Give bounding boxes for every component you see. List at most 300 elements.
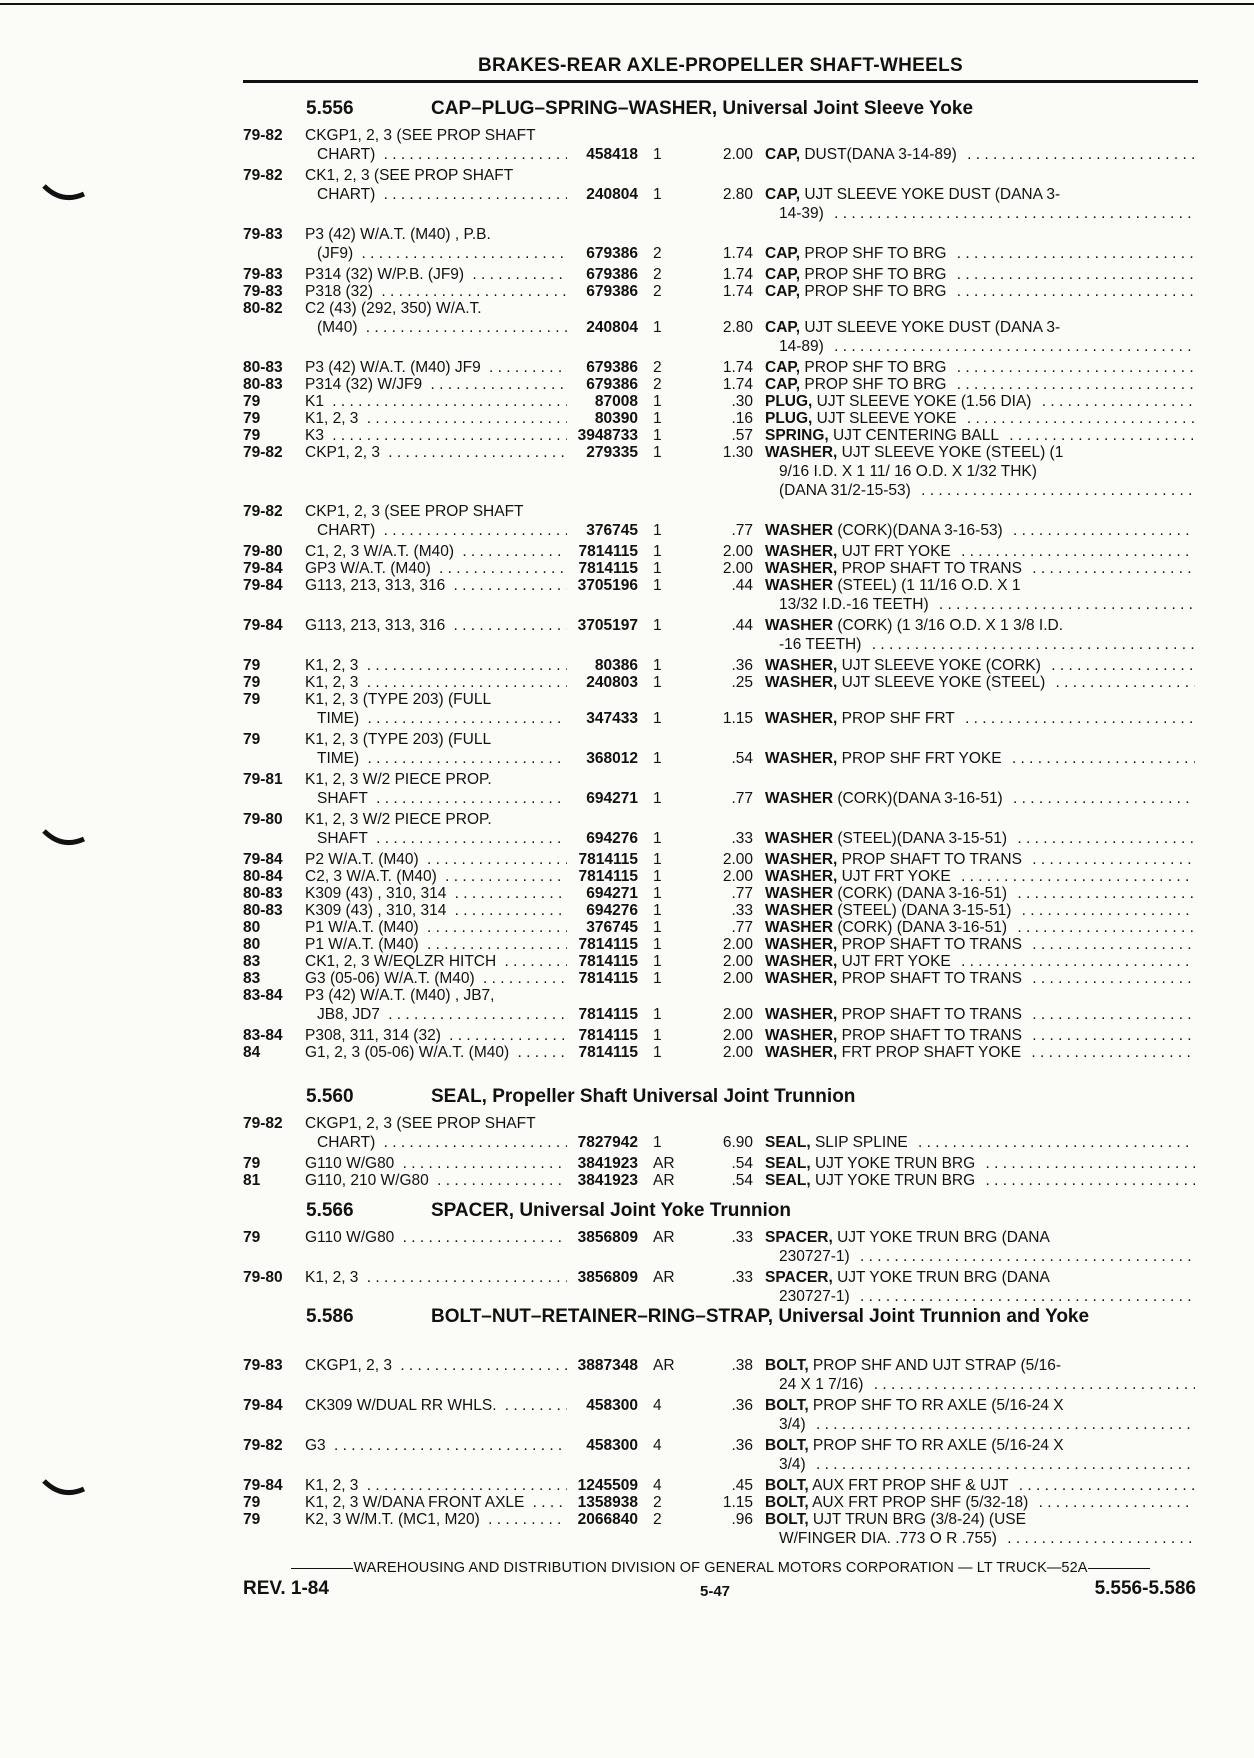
model-applicability — [305, 770, 567, 808]
model-line: K1, 2, 3 (TYPE 203) (FULL — [305, 731, 492, 748]
part-description — [765, 1133, 1195, 1152]
quantity: 2 — [653, 1494, 662, 1511]
part-description — [765, 1436, 1195, 1474]
part-description — [765, 1268, 1195, 1306]
quantity: 1 — [653, 953, 662, 970]
part-name: WASHER, — [765, 1006, 838, 1023]
model-line: (JF9) . . . — [305, 244, 567, 263]
description-line: CAP, UJT SLEEVE YOKE DUST (DANA 3- — [765, 319, 1061, 336]
model-year: 79-83 — [243, 226, 283, 243]
model-line: CKP1, 2, 3 (SEE PROP SHAFT — [305, 503, 524, 520]
description-line: WASHER, PROP SHAFT TO TRANS . . . — [765, 1026, 1195, 1045]
price: .33 — [731, 1229, 753, 1246]
part-name: BOLT, — [765, 1511, 809, 1528]
model-line: K1, 2, 3 W/DANA FRONT AXLE . . . — [305, 1493, 567, 1512]
price: .25 — [731, 674, 753, 691]
description-line: CAP, PROP SHF TO BRG . . . — [765, 244, 1195, 263]
model-line: P2 W/A.T. (M40) . . . — [305, 850, 567, 869]
quantity: 1 — [653, 750, 662, 767]
part-description — [765, 1396, 1195, 1434]
model-year: 83-84 — [243, 1027, 283, 1044]
part-description — [765, 616, 1195, 654]
description-line: BOLT, PROP SHF TO RR AXLE (5/16-24 X — [765, 1437, 1064, 1454]
model-line: CKGP1, 2, 3 (SEE PROP SHAFT — [305, 127, 536, 144]
model-line: G1, 2, 3 (05-06) W/A.T. (M40) . . . — [305, 1043, 567, 1062]
model-applicability — [305, 810, 567, 848]
model-year: 79-82 — [243, 1437, 283, 1454]
footer-division-text: WAREHOUSING AND DISTRIBUTION DIVISION OF GENERAL MOTORS CORPORATION — LT TRUCK—52A — [353, 1560, 1088, 1576]
part-number: 679386 — [586, 245, 638, 262]
price: 2.00 — [722, 560, 753, 577]
quantity: 2 — [653, 245, 662, 262]
price: 2.00 — [722, 1044, 753, 1061]
price: .54 — [731, 1155, 753, 1172]
quantity: 1 — [653, 851, 662, 868]
description-line: 14-89) . . . — [765, 337, 1195, 356]
quantity: 1 — [653, 1027, 662, 1044]
part-name: PLUG, — [765, 410, 813, 427]
price: .77 — [731, 919, 753, 936]
quantity: 1 — [653, 319, 662, 336]
model-year: 79 — [243, 1229, 261, 1246]
model-line: P1 W/A.T. (M40) . . . — [305, 935, 567, 954]
price: 1.15 — [722, 1494, 753, 1511]
description-line: 14-39) . . . — [765, 204, 1195, 223]
model-applicability — [305, 1510, 567, 1529]
model-line: G3 (05-06) W/A.T. (M40) . . . — [305, 969, 567, 988]
description-line: PLUG, UJT SLEEVE YOKE (1.56 DIA) . . . — [765, 392, 1195, 411]
price: 1.74 — [722, 359, 753, 376]
part-name: CAP, — [765, 376, 801, 393]
description-line: WASHER, UJT SLEEVE YOKE (CORK) . . . — [765, 656, 1195, 675]
part-description — [765, 282, 1195, 301]
model-line: K1, 2, 3 . . . — [305, 656, 567, 675]
model-line: G3 . . . — [305, 1436, 567, 1455]
part-name: WASHER, — [765, 710, 838, 727]
model-year: 79 — [243, 393, 261, 410]
part-number: 3948733 — [577, 427, 638, 444]
model-year: 79-83 — [243, 283, 283, 300]
quantity: 1 — [653, 1006, 662, 1023]
header-rule — [243, 80, 1198, 83]
price: .33 — [731, 1269, 753, 1286]
model-year: 79 — [243, 410, 261, 427]
part-name: WASHER, — [765, 444, 838, 461]
price: 2.00 — [722, 146, 753, 163]
model-year: 80-83 — [243, 902, 283, 919]
price: .44 — [731, 617, 753, 634]
part-name: PLUG, — [765, 393, 813, 410]
model-line: GP3 W/A.T. (M40) . . . — [305, 559, 567, 578]
part-number: 3887348 — [577, 1357, 638, 1374]
description-line: SEAL, UJT YOKE TRUN BRG . . . — [765, 1171, 1195, 1190]
quantity: 1 — [653, 577, 662, 594]
top-edge-rule — [0, 3, 1254, 5]
part-name: SEAL, — [765, 1134, 811, 1151]
model-year: 79-82 — [243, 127, 283, 144]
model-applicability — [305, 225, 567, 263]
part-number: 458300 — [586, 1437, 638, 1454]
part-name: WASHER, — [765, 1027, 838, 1044]
model-year: 79-82 — [243, 167, 283, 184]
price: 2.00 — [722, 1006, 753, 1023]
model-line: P308, 311, 314 (32) . . . — [305, 1026, 567, 1045]
part-name: WASHER — [765, 522, 834, 539]
price: .16 — [731, 410, 753, 427]
quantity: 4 — [653, 1477, 662, 1494]
description-line: WASHER, UJT FRT YOKE . . . — [765, 952, 1195, 971]
part-number: 7814115 — [578, 1027, 638, 1044]
part-name: WASHER, — [765, 674, 838, 691]
quantity: AR — [653, 1269, 675, 1286]
part-number: 3856809 — [577, 1269, 638, 1286]
part-description — [765, 318, 1195, 356]
part-number: 7814115 — [578, 970, 638, 987]
model-line: K1, 2, 3 W/2 PIECE PROP. — [305, 811, 492, 828]
part-name: WASHER, — [765, 851, 838, 868]
description-line: WASHER, PROP SHF FRT . . . — [765, 709, 1195, 728]
price: .54 — [731, 1172, 753, 1189]
part-description — [765, 145, 1195, 164]
part-number: 7814115 — [578, 1044, 638, 1061]
model-line: CK1, 2, 3 (SEE PROP SHAFT — [305, 167, 514, 184]
price: 2.00 — [722, 936, 753, 953]
section-name: CAP–PLUG–SPRING–WASHER, Universal Joint Sleeve Yoke — [431, 98, 974, 119]
part-description — [765, 185, 1195, 223]
model-applicability — [305, 616, 567, 635]
description-line: WASHER, PROP SHF FRT YOKE . . . — [765, 749, 1195, 768]
part-number: 87008 — [594, 393, 638, 410]
description-line: WASHER, UJT FRT YOKE . . . — [765, 867, 1195, 886]
model-line: K1, 2, 3 W/2 PIECE PROP. — [305, 771, 492, 788]
description-line: WASHER (CORK) (DANA 3-16-51) . . . — [765, 884, 1195, 903]
model-applicability — [305, 730, 567, 768]
model-year: 79-83 — [243, 266, 283, 283]
price: .96 — [731, 1511, 753, 1528]
model-year: 79-84 — [243, 577, 283, 594]
price: .54 — [731, 750, 753, 767]
model-line: CKP1, 2, 3 . . . — [305, 443, 567, 462]
model-applicability — [305, 1228, 567, 1247]
quantity: 1 — [653, 1134, 662, 1151]
quantity: 2 — [653, 266, 662, 283]
part-name: SPACER, — [765, 1269, 833, 1286]
section-name: SPACER, Universal Joint Yoke Trunnion — [431, 1200, 792, 1221]
part-name: SEAL, — [765, 1155, 811, 1172]
part-number: 3705197 — [577, 617, 638, 634]
quantity: 1 — [653, 146, 662, 163]
model-year: 79-80 — [243, 811, 283, 828]
quantity: 1 — [653, 657, 662, 674]
part-description — [765, 1356, 1195, 1394]
part-number: 694271 — [586, 790, 638, 807]
model-line: G110 W/G80 . . . — [305, 1154, 567, 1173]
model-line: C1, 2, 3 W/A.T. (M40) . . . — [305, 542, 567, 561]
quantity: AR — [653, 1229, 675, 1246]
price: 1.74 — [722, 283, 753, 300]
model-line: P3 (42) W/A.T. (M40) , P.B. — [305, 226, 491, 243]
part-number: 679386 — [586, 376, 638, 393]
part-number: 7814115 — [578, 1006, 638, 1023]
model-year: 79-82 — [243, 444, 283, 461]
description-line: SPACER, UJT YOKE TRUN BRG (DANA — [765, 1269, 1050, 1286]
model-applicability — [305, 690, 567, 728]
model-line: JB8, JD7 . . . — [305, 1005, 567, 1024]
model-line: (M40) . . . — [305, 318, 567, 337]
part-name: BOLT, — [765, 1494, 809, 1511]
part-description — [765, 829, 1195, 848]
model-line: P314 (32) W/JF9 . . . — [305, 375, 567, 394]
part-number: 80386 — [594, 657, 638, 674]
model-year: 80-84 — [243, 868, 283, 885]
description-line: WASHER, PROP SHAFT TO TRANS . . . — [765, 1005, 1195, 1024]
part-description — [765, 1043, 1195, 1062]
model-line: CHART) . . . — [305, 185, 567, 204]
part-number: 7827942 — [577, 1134, 638, 1151]
model-line: K1 . . . — [305, 392, 567, 411]
price: 2.00 — [722, 1027, 753, 1044]
model-line: P3 (42) W/A.T. (M40) JF9 . . . — [305, 358, 567, 377]
model-applicability — [305, 1114, 567, 1152]
quantity: 1 — [653, 919, 662, 936]
part-name: CAP, — [765, 146, 801, 163]
model-year: 80 — [243, 919, 261, 936]
section-name: BOLT–NUT–RETAINER–RING–STRAP, Universal Joint Trunnion and Yoke — [431, 1306, 1090, 1327]
description-line: CAP, PROP SHF TO BRG . . . — [765, 282, 1195, 301]
part-name: WASHER, — [765, 936, 838, 953]
model-year: 79-82 — [243, 503, 283, 520]
part-description — [765, 1228, 1195, 1266]
description-line: 13/32 I.D.-16 TEETH) . . . — [765, 595, 1195, 614]
section-number: 5.560 — [306, 1086, 354, 1107]
part-description — [765, 1005, 1195, 1024]
section-number: 5.586 — [306, 1306, 354, 1327]
model-year: 83 — [243, 970, 261, 987]
part-number: 3841923 — [577, 1155, 638, 1172]
model-line: K1, 2, 3 . . . — [305, 1268, 567, 1287]
model-year: 83 — [243, 953, 261, 970]
model-line: P3 (42) W/A.T. (M40) , JB7, — [305, 987, 495, 1004]
description-line: WASHER, PROP SHAFT TO TRANS . . . — [765, 969, 1195, 988]
model-line: G110, 210 W/G80 . . . — [305, 1171, 567, 1190]
model-line: K2, 3 W/M.T. (MC1, M20) . . . — [305, 1510, 567, 1529]
part-name: WASHER, — [765, 953, 838, 970]
description-line: WASHER (CORK) (1 3/16 O.D. X 1 3/8 I.D. — [765, 617, 1064, 634]
part-number: 2066840 — [577, 1511, 638, 1528]
price: .38 — [731, 1357, 753, 1374]
section-name: SEAL, Propeller Shaft Universal Joint Trunnion — [431, 1086, 856, 1107]
description-line: WASHER (CORK) (DANA 3-16-51) . . . — [765, 918, 1195, 937]
quantity: 4 — [653, 1437, 662, 1454]
quantity: 1 — [653, 393, 662, 410]
model-applicability — [305, 443, 567, 462]
description-line: 3/4) . . . — [765, 1415, 1195, 1434]
model-applicability — [305, 1436, 567, 1455]
quantity: 1 — [653, 543, 662, 560]
model-applicability — [305, 166, 567, 204]
quantity: 1 — [653, 868, 662, 885]
description-line: WASHER (CORK)(DANA 3-16-51) . . . — [765, 789, 1195, 808]
section-number: 5.556 — [306, 98, 354, 119]
model-year: 79-84 — [243, 851, 283, 868]
description-line: WASHER (STEEL) (1 11/16 O.D. X 1 — [765, 577, 1021, 594]
part-number: 7814115 — [578, 868, 638, 885]
part-name: WASHER — [765, 885, 834, 902]
quantity: 1 — [653, 902, 662, 919]
description-line: WASHER (STEEL)(DANA 3-15-51) . . . — [765, 829, 1195, 848]
price: .77 — [731, 790, 753, 807]
quantity: AR — [653, 1172, 675, 1189]
quantity: 1 — [653, 427, 662, 444]
model-line: G113, 213, 313, 316 . . . — [305, 576, 567, 595]
model-line: CKGP1, 2, 3 (SEE PROP SHAFT — [305, 1115, 536, 1132]
price: .77 — [731, 885, 753, 902]
description-line: WASHER, PROP SHAFT TO TRANS . . . — [765, 559, 1195, 578]
model-line: P314 (32) W/P.B. (JF9) . . . — [305, 265, 567, 284]
model-line: G110 W/G80 . . . — [305, 1228, 567, 1247]
quantity: 2 — [653, 1511, 662, 1528]
binder-ring-mark-icon — [40, 1475, 90, 1505]
part-number: 7814115 — [578, 560, 638, 577]
description-line: WASHER, UJT SLEEVE YOKE (STEEL) . . . — [765, 673, 1195, 692]
model-line: CHART) . . . — [305, 145, 567, 164]
footer-rule-left — [291, 1568, 353, 1569]
part-name: WASHER, — [765, 560, 838, 577]
part-description — [765, 1171, 1195, 1190]
quantity: 1 — [653, 674, 662, 691]
model-applicability — [305, 299, 567, 337]
part-name: CAP, — [765, 186, 801, 203]
part-name: WASHER, — [765, 543, 838, 560]
part-number: 3705196 — [577, 577, 638, 594]
part-name: WASHER — [765, 790, 834, 807]
quantity: 1 — [653, 936, 662, 953]
part-number: 7814115 — [578, 936, 638, 953]
part-number: 458418 — [586, 146, 638, 163]
price: 1.74 — [722, 245, 753, 262]
part-description — [765, 443, 1195, 500]
model-line: K1, 2, 3 (TYPE 203) (FULL — [305, 691, 492, 708]
quantity: 2 — [653, 283, 662, 300]
part-number: 240803 — [586, 674, 638, 691]
price: .44 — [731, 577, 753, 594]
part-name: CAP, — [765, 245, 801, 262]
description-line: 230727-1) . . . — [765, 1247, 1195, 1266]
model-year: 80-83 — [243, 885, 283, 902]
price: 2.00 — [722, 970, 753, 987]
description-line: 230727-1) . . . — [765, 1287, 1195, 1306]
part-number: 679386 — [586, 266, 638, 283]
part-number: 240804 — [586, 319, 638, 336]
model-applicability — [305, 576, 567, 595]
model-line: CK309 W/DUAL RR WHLS. . . . — [305, 1396, 567, 1415]
model-year: 79-81 — [243, 771, 283, 788]
description-line: WASHER, PROP SHAFT TO TRANS . . . — [765, 935, 1195, 954]
quantity: 1 — [653, 885, 662, 902]
price: .57 — [731, 427, 753, 444]
price: 2.00 — [722, 953, 753, 970]
description-line: BOLT, PROP SHF AND UJT STRAP (5/16- — [765, 1357, 1061, 1374]
description-line: -16 TEETH) . . . — [765, 635, 1195, 654]
model-year: 79 — [243, 731, 261, 748]
quantity: 2 — [653, 359, 662, 376]
model-year: 80-82 — [243, 300, 283, 317]
description-line: W/FINGER DIA. .773 O R .755) . . . — [765, 1529, 1195, 1548]
quantity: 1 — [653, 1044, 662, 1061]
part-number: 279335 — [586, 444, 638, 461]
part-name: WASHER, — [765, 750, 838, 767]
part-description — [765, 1510, 1195, 1548]
part-name: SPACER, — [765, 1229, 833, 1246]
part-number: 3856809 — [577, 1229, 638, 1246]
part-name: WASHER, — [765, 1044, 838, 1061]
part-description — [765, 673, 1195, 692]
part-name: WASHER, — [765, 868, 838, 885]
part-description — [765, 244, 1195, 263]
model-year: 79 — [243, 1155, 261, 1172]
model-year: 79 — [243, 691, 261, 708]
model-applicability — [305, 1171, 567, 1190]
description-line: BOLT, UJT TRUN BRG (3/8-24) (USE — [765, 1511, 1026, 1528]
part-description — [765, 709, 1195, 728]
description-line: CAP, PROP SHF TO BRG . . . — [765, 358, 1195, 377]
part-number: 376745 — [586, 522, 638, 539]
part-name: CAP, — [765, 319, 801, 336]
quantity: 1 — [653, 617, 662, 634]
page-header-title: BRAKES-REAR AXLE-PROPELLER SHAFT-WHEELS — [478, 55, 963, 76]
model-applicability — [305, 1268, 567, 1287]
quantity: 1 — [653, 522, 662, 539]
model-year: 79-83 — [243, 1357, 283, 1374]
part-name: BOLT, — [765, 1477, 809, 1494]
model-line: K3 . . . — [305, 426, 567, 445]
description-line: BOLT, AUX FRT PROP SHF & UJT . . . — [765, 1476, 1195, 1495]
part-name: CAP, — [765, 266, 801, 283]
description-line: 9/16 I.D. X 1 11/ 16 O.D. X 1/32 THK) — [779, 463, 1037, 480]
price: .36 — [731, 1397, 753, 1414]
quantity: AR — [653, 1357, 675, 1374]
footer-rule-right — [1088, 1568, 1150, 1569]
part-number: 694271 — [586, 885, 638, 902]
model-year: 79-84 — [243, 1397, 283, 1414]
part-number: 3841923 — [577, 1172, 638, 1189]
part-name: CAP, — [765, 359, 801, 376]
price: 2.00 — [722, 543, 753, 560]
part-name: WASHER — [765, 919, 834, 936]
description-line: PLUG, UJT SLEEVE YOKE . . . — [765, 409, 1195, 428]
quantity: AR — [653, 1155, 675, 1172]
description-line: WASHER (STEEL) (DANA 3-15-51) . . . — [765, 901, 1195, 920]
part-name: WASHER, — [765, 657, 838, 674]
model-applicability — [305, 126, 567, 164]
part-description — [765, 576, 1195, 614]
model-year: 79-82 — [243, 1115, 283, 1132]
part-number: 240804 — [586, 186, 638, 203]
part-description — [765, 521, 1195, 540]
model-line: C2 (43) (292, 350) W/A.T. — [305, 300, 482, 317]
quantity: 1 — [653, 186, 662, 203]
part-number: 80390 — [594, 410, 638, 427]
price: 1.30 — [722, 444, 753, 461]
price: .45 — [731, 1477, 753, 1494]
model-year: 79 — [243, 674, 261, 691]
description-line: WASHER, FRT PROP SHAFT YOKE . . . — [765, 1043, 1195, 1062]
model-line: K1, 2, 3 . . . — [305, 673, 567, 692]
model-year: 79-84 — [243, 617, 283, 634]
quantity: 4 — [653, 1397, 662, 1414]
part-number: 679386 — [586, 359, 638, 376]
model-line: K309 (43) , 310, 314 . . . — [305, 884, 567, 903]
